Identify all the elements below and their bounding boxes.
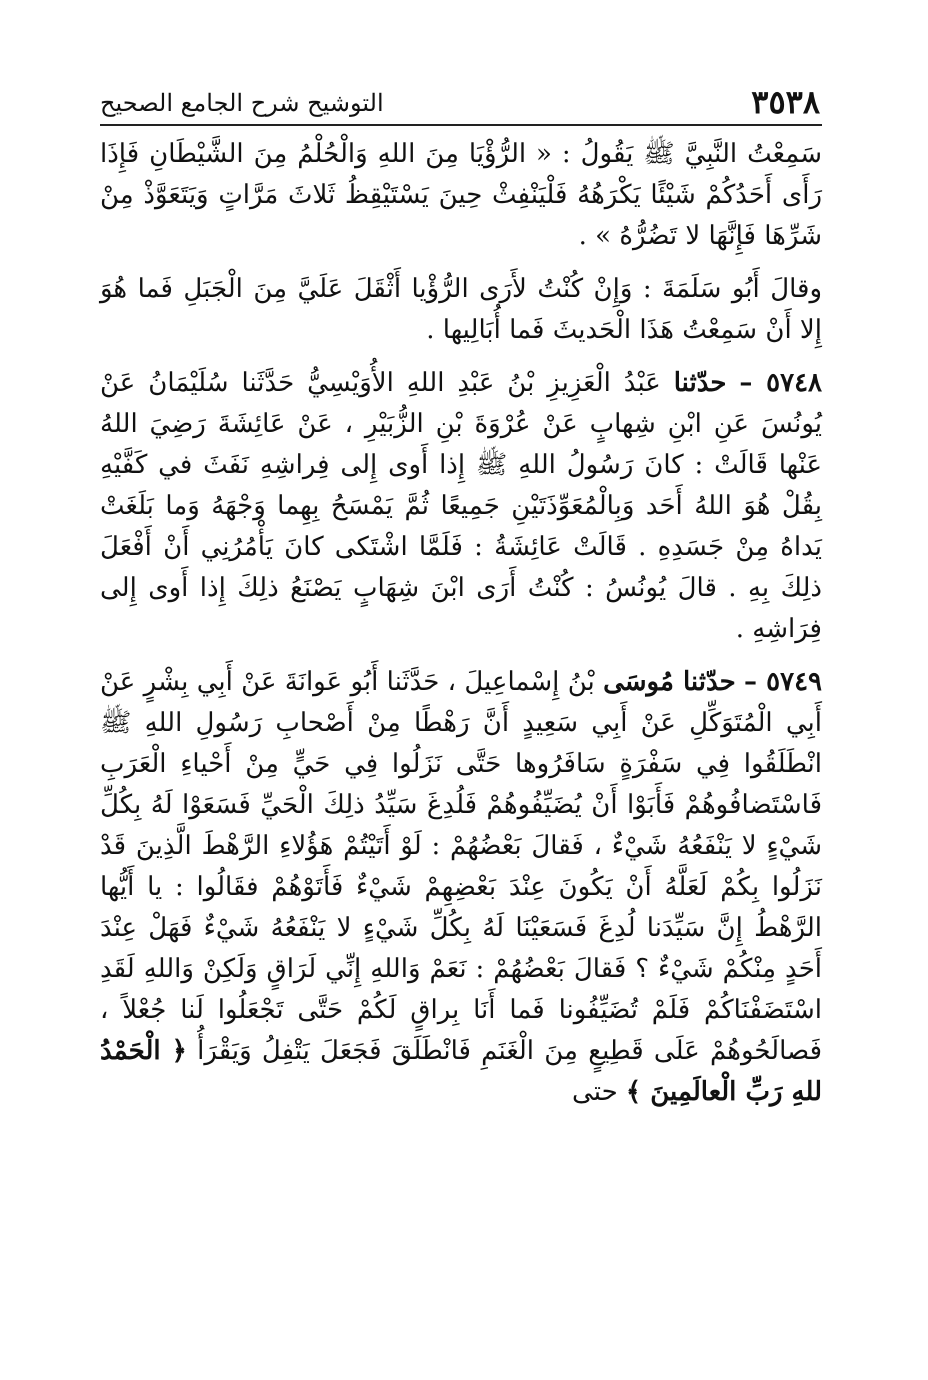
- hadith-lead: حدّثنا: [673, 368, 727, 398]
- paragraph-abu-salama: [100, 269, 822, 351]
- hadith-lead: حدّثنا مُوسَى: [603, 667, 736, 697]
- quran-quote: ﴿ الْحَمْدُ للهِ رَبِّ الْعالَمِينَ ﴾: [100, 1036, 822, 1107]
- paragraph-text: بْنُ إِسْماعِيلَ ، حَدَّثَنا أَبُو عَوانَةَ عَنْ أَبِي بِشْرٍ عَنْ أَبِي الْمُتَوَكِّلِ عَنْ أَبِي سَعِيدٍ أَنَّ رَهْطًا مِنْ أَصْحابِ رَسُولِ اللهِ ﷺ انْطَلَقُوا فِي سَفْرَةٍ سَافَرُوها حَتَّى نَزَلُوا فِي حَيٍّ مِنْ أَحْياءِ الْعَرَبِ فَاسْتَضافُوهُمْ فَأَبَوْا أَنْ يُضَيِّفُوهُمْ فَلُدِغَ سَيِّدُ ذلِكَ الْحَيِّ فَسَعَوْا لَهُ بِكُلِّ شَيْءٍ لا يَنْفَعُهُ شَيْءٌ ، فَقالَ بَعْضُهُمْ : لَوْ أَتَيْتُمْ هَؤُلاءِ الرَّهْطَ الَّذِينَ قَدْ نَزَلُوا بِكُمْ لَعَلَّهُ أَنْ يَكُونَ عِنْدَ بَعْضِهِمْ شَيْءٌ فَأَتَوْهُمْ فقَالُوا : يا أَيُّها الرَّهْطُ إِنَّ سَيِّدَنا لُدِغَ فَسَعَيْنَا لَهُ بِكُلِّ شَيْءٍ لا يَنْفَعُهُ شَيْءٌ فَهَلْ عِنْدَ أَحَدٍ مِنْكُمْ شَيْءٌ ؟ فَقالَ بَعْضُهُمْ : نَعَمْ وَاللهِ إِنِّي لَرَاقٍ وَلَكِنْ وَاللهِ لَقَدِ اسْتَضَفْنَاكُمْ فَلَمْ تُضَيِّفُونا فَما أَنَا بِراقٍ لَكُمْ حَتَّى تَجْعَلُوا لَنا جُعْلاً ، فَصالَحُوهُمْ عَلَى قَطِيعٍ مِنَ الْغَنَمِ فَانْطَلَقَ فَجَعَلَ يَتْفِلُ وَيَقْرَأُ: [100, 667, 822, 1066]
- paragraph-hadith-5748: [100, 363, 822, 650]
- header-rule: [100, 124, 822, 126]
- page-number: ٣٥٣٨: [751, 83, 820, 121]
- paragraph-text: وقالَ أَبُو سَلَمَةَ : وَإِنْ كُنْتُ لأَرَى الرُّؤْيا أَثْقَلَ عَلَيَّ مِنَ الْجَبَلِ فَما هُوَ إِلا أَنْ سَمِعْتُ هَذَا الْحَديثَ فَما أُبَالِيها .: [100, 274, 822, 345]
- page-body: [100, 134, 822, 1113]
- paragraph-tail: حتى: [572, 1077, 618, 1107]
- paragraph-hadith-text-continued: [100, 134, 822, 257]
- paragraph-text: سَمِعْتُ النَّبِيَّ ﷺ يَقُولُ : « الرُّؤْيَا مِنَ اللهِ وَالْحُلْمُ مِنَ الشَّيْطَانِ فَإِذَا رَأَى أَحَدُكُمْ شَيْئًا يَكْرَهُهُ فَلْيَنْفِثْ حِينَ يَسْتَيْقِظُ ثَلاثَ مَرَّاتٍ وَيَتَعَوَّذْ مِنْ شَرِّهَا فَإِنَّهَا لا تَضُرُّهُ » .: [100, 139, 822, 251]
- paragraph-hadith-5749: [100, 662, 822, 1113]
- hadith-number: ٥٧٤٩ –: [744, 667, 823, 697]
- hadith-number: ٥٧٤٨ –: [739, 368, 822, 398]
- paragraph-text: عَبْدُ الْعَزِيزِ بْنُ عَبْدِ اللهِ الأُوَيْسِيُّ حَدَّثَنا سُلَيْمَانُ عَنْ يُونُسَ عَنِ ابْنِ شِهابٍ عَنْ عُرْوَةَ بْنِ الزُّبَيْرِ ، عَنْ عَائِشَةَ رَضِيَ اللهُ عَنْها قَالَتْ : كانَ رَسُولُ اللهِ ﷺ إِذا أَوى إِلى فِراشِهِ نَفَثَ في كَفَّيْهِ بِقُلْ هُوَ اللهُ أَحَد وَبِالْمُعَوِّذَتَيْنِ جَمِيعًا ثُمَّ يَمْسَحُ بِهِما وَجْهَهُ وَما بَلَغَتْ يَداهُ مِنْ جَسَدِهِ . قَالَتْ عَائِشَةُ : فَلَمَّا اشْتَكى كانَ يَأْمُرُنِي أَنْ أَفْعَلَ ذلِكَ بِهِ . قالَ يُونُسُ : كُنْتُ أَرَى ابْنَ شِهَابٍ يَصْنَعُ ذلِكَ إِذا أَوى إِلى فِرَاشِهِ .: [100, 368, 822, 644]
- running-title: التوشيح شرح الجامع الصحيح: [100, 89, 384, 117]
- page-header: [100, 72, 822, 122]
